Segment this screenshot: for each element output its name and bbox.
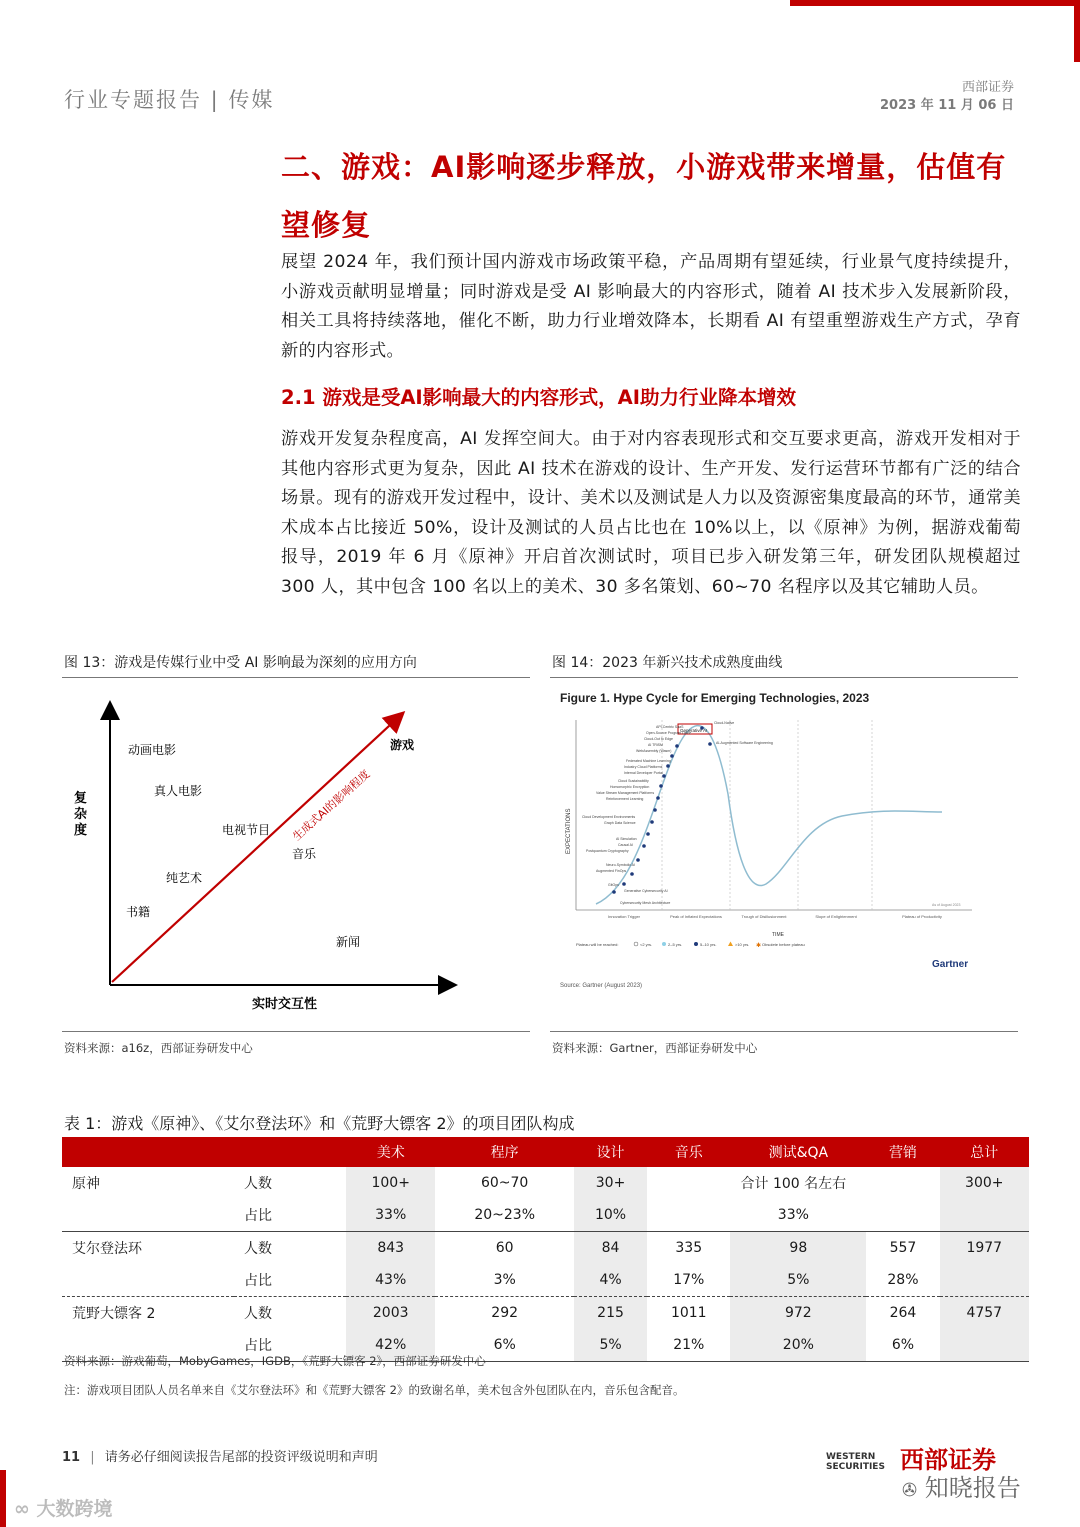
hype-y-label: EXPECTATIONS xyxy=(566,808,572,854)
svg-text:Industry Cloud Platforms: Industry Cloud Platforms xyxy=(624,765,663,769)
watermark-zhixiao: ✇ 知晓报告 xyxy=(902,1474,1021,1502)
svg-text:Postquantum Cryptography: Postquantum Cryptography xyxy=(586,849,629,853)
table-row: 原神 人数 100+ 60~70 30+ 合计 100 名左右 300+ xyxy=(62,1167,1029,1199)
table1-note: 注：游戏项目团队人员名单来自《艾尔登法环》和《荒野大镖客 2》的致谢名单，美术包含外包团队在内，音乐包含配音。 xyxy=(64,1383,685,1397)
header-date: 2023 年 11 月 06 日 xyxy=(880,98,1014,113)
svg-text:5–10 yrs.: 5–10 yrs. xyxy=(700,942,717,947)
table-row: 占比 33% 20~23% 10% 33% xyxy=(62,1199,1029,1232)
svg-text:Homomorphic Encryption: Homomorphic Encryption xyxy=(610,785,650,789)
table1-caption: 表 1：游戏《原神》、《艾尔登法环》和《荒野大镖客 2》的项目团队构成 xyxy=(64,1114,575,1133)
arrow-label: 生成式AI的影响程度 xyxy=(290,767,373,844)
footer-disclaimer: 11 | 请务必仔细阅读报告尾部的投资评级说明和声明 xyxy=(62,1450,378,1465)
figure13-caption: 图 13：游戏是传媒行业中受 AI 影响最为深刻的应用方向 xyxy=(64,655,417,671)
table1-source: 资料来源：游戏葡萄，MobyGames，IGDB，《荒野大镖客 2》，西部证券研发中心 xyxy=(64,1354,486,1368)
svg-text:Plateau of Productivity: Plateau of Productivity xyxy=(902,914,942,919)
figure14-top-rule xyxy=(550,677,1018,678)
corner-accent-bar xyxy=(790,0,1080,6)
figure14-source: 资料来源：Gartner，西部证券研发中心 xyxy=(552,1041,758,1055)
point-animation: 动画电影 xyxy=(128,743,177,757)
col-total: 总计 xyxy=(940,1137,1029,1167)
svg-text:WebAssembly (Wasm): WebAssembly (Wasm) xyxy=(636,749,672,753)
hype-legend xyxy=(576,942,805,950)
svg-text:Peak of Inflated Expectations: Peak of Inflated Expectations xyxy=(670,914,722,919)
col-design: 设计 xyxy=(574,1137,647,1167)
subsection-title: 2.1 游戏是受AI影响最大的内容形式，AI助力行业降本增效 xyxy=(281,386,797,409)
hype-phase-labels xyxy=(608,914,942,919)
col-program: 程序 xyxy=(435,1137,574,1167)
figure13-top-rule xyxy=(62,677,530,678)
svg-text:✱: ✱ xyxy=(756,943,762,949)
figure13-bottom-rule xyxy=(62,1031,530,1032)
point-fine-art: 纯艺术 xyxy=(166,871,203,885)
x-axis-label: 实时交互性 xyxy=(252,997,318,1012)
svg-text:Generative Cybersecurity AI: Generative Cybersecurity AI xyxy=(624,889,668,893)
col-music: 音乐 xyxy=(647,1137,730,1167)
svg-text:Neuro-Symbolic AI: Neuro-Symbolic AI xyxy=(606,863,635,867)
svg-text:GitOps: GitOps xyxy=(608,883,619,887)
corner-accent-bar-vertical xyxy=(1074,0,1080,62)
hype-as-of: As of August 2023 xyxy=(932,903,961,907)
watermark-logo-icon: ∞ xyxy=(14,1498,30,1520)
hype-chart-title: Figure 1. Hype Cycle for Emerging Technologies, 2023 xyxy=(560,691,870,705)
gartner-logo: Gartner xyxy=(932,959,969,970)
point-music: 音乐 xyxy=(292,847,317,861)
svg-text:Innovation Trigger: Innovation Trigger xyxy=(607,914,641,919)
body-paragraph: 游戏开发复杂程度高，AI 发挥空间大。由于对内容表现形式和交互要求更高，游戏开发相对于其他内容形式更为复杂，因此 AI 技术在游戏的设计、生产开发、发行运营环节都有广泛的结合场景。现有的游戏开发过程中，设计、美术以及测试是人力以及资源密集度最高的环节，通常美术成本占比接近 50%，设计及测试的人员占比也在 10%以上，以《原神》为例，据游戏葡萄报导，2019 年 6 月《原神》开启首次测试时，项目已步入研发第三年，研发团队规模超过 300 人，其中包含 100 名以上的美术、30 多名策划、60~70 名程序以及其它辅助人员。 xyxy=(281,429,1021,597)
svg-text:Trough of Disillusionment: Trough of Disillusionment xyxy=(741,914,787,919)
col-marketing: 营销 xyxy=(866,1137,939,1167)
svg-text:2–5 yrs.: 2–5 yrs. xyxy=(668,942,683,947)
figure13-source: 资料来源：a16z，西部证券研发中心 xyxy=(64,1041,253,1055)
footer-logo-en: WESTERN SECURITIES xyxy=(826,1452,885,1472)
y-axis-label: 复杂度 xyxy=(74,791,88,838)
table-header-row xyxy=(62,1137,1029,1167)
point-game: 游戏 xyxy=(390,738,415,752)
svg-text:AI-Augmented Software Engineer: AI-Augmented Software Engineering xyxy=(716,741,773,745)
svg-text:<2 yrs.: <2 yrs. xyxy=(640,942,653,947)
hype-chart-source: Source: Gartner (August 2023) xyxy=(560,983,643,989)
svg-text:Causal AI: Causal AI xyxy=(618,843,633,847)
svg-text:Value Stream Management Platfo: Value Stream Management Platforms xyxy=(596,791,655,795)
footer-logo-cn: 西部证券 xyxy=(900,1446,996,1474)
svg-text:Reinforcement Learning: Reinforcement Learning xyxy=(606,797,644,801)
svg-text:>10 yrs.: >10 yrs. xyxy=(735,942,750,947)
hype-phase-dividers xyxy=(662,720,872,910)
svg-text:Cloud Sustainability: Cloud Sustainability xyxy=(618,779,649,783)
table-row: 占比 42% 6% 5% 21% 20% 6% xyxy=(62,1329,1029,1362)
svg-text:Cybersecurity Mesh Architectur: Cybersecurity Mesh Architecture xyxy=(620,901,671,905)
svg-text:Augmented FinOps: Augmented FinOps xyxy=(596,869,627,873)
figure14-hype-cycle xyxy=(552,684,982,1002)
svg-text:Open-Source Program Office: Open-Source Program Office xyxy=(646,731,692,735)
svg-text:Obsolete before plateau: Obsolete before plateau xyxy=(762,942,805,947)
svg-text:API-Centric SaaS: API-Centric SaaS xyxy=(656,725,684,729)
point-tv: 电视节目 xyxy=(222,823,271,837)
figure14-caption: 图 14：2023 年新兴技术成熟度曲线 xyxy=(552,655,783,671)
svg-text:Cloud-Out to Edge: Cloud-Out to Edge xyxy=(644,737,673,741)
generative-ai-label: Generative AI xyxy=(680,728,708,733)
col-qa: 测试&QA xyxy=(730,1137,866,1167)
svg-text:Graph Data Science: Graph Data Science xyxy=(604,821,636,825)
team-composition-table xyxy=(62,1137,1029,1362)
intro-paragraph: 展望 2024 年，我们预计国内游戏市场政策平稳，产品周期有望延续，行业景气度持续提升，小游戏贡献明显增量；同时游戏是受 AI 影响最大的内容形式，随着 AI 技术步入发展新阶段，相关工具将持续落地，催化不断，助力行业增效降本，长期看 AI 有望重塑游戏生产方式，孕育新的内容形式。 xyxy=(281,252,1021,361)
figure14-bottom-rule xyxy=(550,1031,1018,1032)
point-books: 书籍 xyxy=(126,905,151,919)
svg-text:Internal Developer Portal: Internal Developer Portal xyxy=(624,771,663,775)
point-live-film: 真人电影 xyxy=(154,784,203,798)
figure13-chart xyxy=(62,690,532,1025)
svg-text:Federated Machine Learning: Federated Machine Learning xyxy=(626,759,671,763)
footer-text: 请务必仔细阅读报告尾部的投资评级说明和声明 xyxy=(104,1450,378,1465)
report-category: 行业专题报告 | 传媒 xyxy=(64,88,275,112)
svg-text:AI TRiSM: AI TRiSM xyxy=(648,743,663,747)
watermark-dashu: ∞ 大数跨境 xyxy=(14,1498,113,1520)
point-news: 新闻 xyxy=(336,935,361,949)
section-title: 二、游戏：AI影响逐步释放，小游戏带来增量，估值有望修复 xyxy=(281,150,1007,242)
footer-accent-bar xyxy=(0,1470,6,1527)
table-row: 荒野大镖客 2 人数 2003 292 215 1011 972 264 4757 xyxy=(62,1297,1029,1330)
header-brand: 西部证券 xyxy=(961,80,1014,95)
col-art: 美术 xyxy=(346,1137,435,1167)
wechat-icon: ✇ xyxy=(902,1480,918,1501)
svg-text:AI Simulation: AI Simulation xyxy=(616,837,637,841)
table-row: 占比 43% 3% 4% 17% 5% 28% xyxy=(62,1264,1029,1297)
svg-text:Cloud-Native: Cloud-Native xyxy=(714,721,735,725)
page-number: 11 xyxy=(62,1450,81,1465)
hype-x-label: TIME xyxy=(772,932,784,938)
svg-text:Plateau will be reached:: Plateau will be reached: xyxy=(576,942,619,947)
svg-text:Cloud Development Environments: Cloud Development Environments xyxy=(582,815,636,819)
svg-text:Slope of Enlightenment: Slope of Enlightenment xyxy=(815,914,857,919)
table-row: 艾尔登法环 人数 843 60 84 335 98 557 1977 xyxy=(62,1232,1029,1265)
